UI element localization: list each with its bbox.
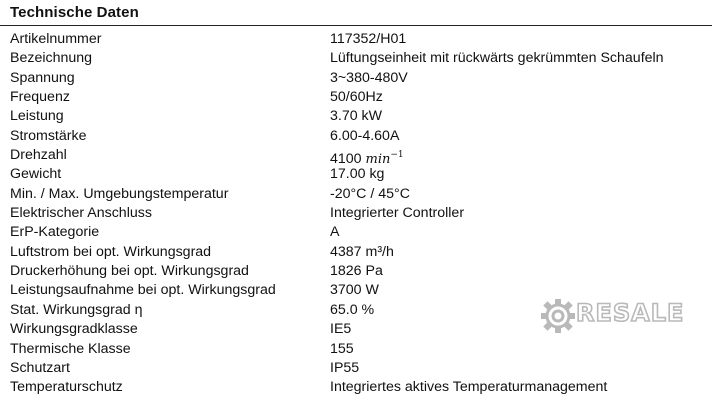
watermark-text: RESALE [576,299,685,327]
spec-value: 17.00 kg [330,166,385,183]
spec-value: 1826 Pa [330,263,383,280]
spec-value: 3700 W [330,282,379,299]
spec-row [0,146,712,168]
spec-row [0,107,712,126]
spec-label: Temperaturschutz [10,379,123,396]
spec-value: 3~380-480V [330,69,408,86]
section-title: Technische Daten [10,4,139,21]
spec-value: 6.00-4.60A [330,127,400,144]
spec-row [0,165,712,184]
spec-label: Luftstrom bei opt. Wirkungsgrad [10,243,212,260]
gear-icon [538,296,578,336]
spec-label: Elektrischer Anschluss [10,205,152,222]
spec-label: Gewicht [10,166,62,183]
speed-number: 4100 [330,151,362,168]
spec-value: A [330,224,340,241]
speed-unit-exponent: −1 [390,150,404,161]
spec-label: Druckerhöhung bei opt. Wirkungsgrad [10,263,249,280]
spec-label: Min. / Max. Umgebungstemperatur [10,185,229,202]
spec-row [0,243,712,262]
spec-row [0,185,712,204]
spec-row [0,49,712,68]
resale-watermark [538,296,685,336]
spec-label: Stromstärke [10,127,87,144]
spec-value: 4387 m³/h [330,243,394,260]
section-header [0,0,712,26]
spec-label: ErP-Kategorie [10,224,100,241]
spec-value: 155 [330,340,354,357]
spec-label: Spannung [10,69,75,86]
spec-row [0,378,712,397]
spec-row [0,69,712,88]
speed-unit: min [365,152,391,168]
spec-row [0,223,712,242]
spec-table [0,30,712,398]
spec-row [0,359,712,378]
spec-value: Integrierter Controller [330,205,465,222]
spec-row [0,88,712,107]
spec-label: Stat. Wirkungsgrad η [10,301,143,318]
spec-label: Thermische Klasse [10,340,131,357]
spec-value: Lüftungseinheit mit rückwärts gekrümmten Schaufeln [330,50,664,67]
spec-row [0,127,712,146]
spec-label: Leistung [10,108,64,125]
spec-label: Drehzahl [10,147,67,164]
spec-row [0,30,712,49]
spec-value: -20°C / 45°C [330,185,410,202]
spec-label: Frequenz [10,89,70,106]
spec-value: 50/60Hz [330,89,383,106]
spec-label: Leistungsaufnahme bei opt. Wirkungsgrad [10,282,276,299]
spec-value: IE5 [330,321,352,338]
spec-label: Schutzart [10,359,70,376]
spec-row [0,204,712,223]
spec-label: Artikelnummer [10,31,102,47]
spec-row [0,262,712,281]
spec-label: Bezeichnung [10,50,93,67]
spec-value: 117352/H01 [330,31,407,47]
spec-value: IP55 [330,359,360,376]
spec-value: 65.0 % [330,301,375,318]
spec-value: Integriertes aktives Temperaturmanagement [330,379,608,396]
spec-value: 3.70 kW [330,108,383,125]
spec-row [0,340,712,359]
spec-label: Wirkungsgradklasse [10,321,138,338]
